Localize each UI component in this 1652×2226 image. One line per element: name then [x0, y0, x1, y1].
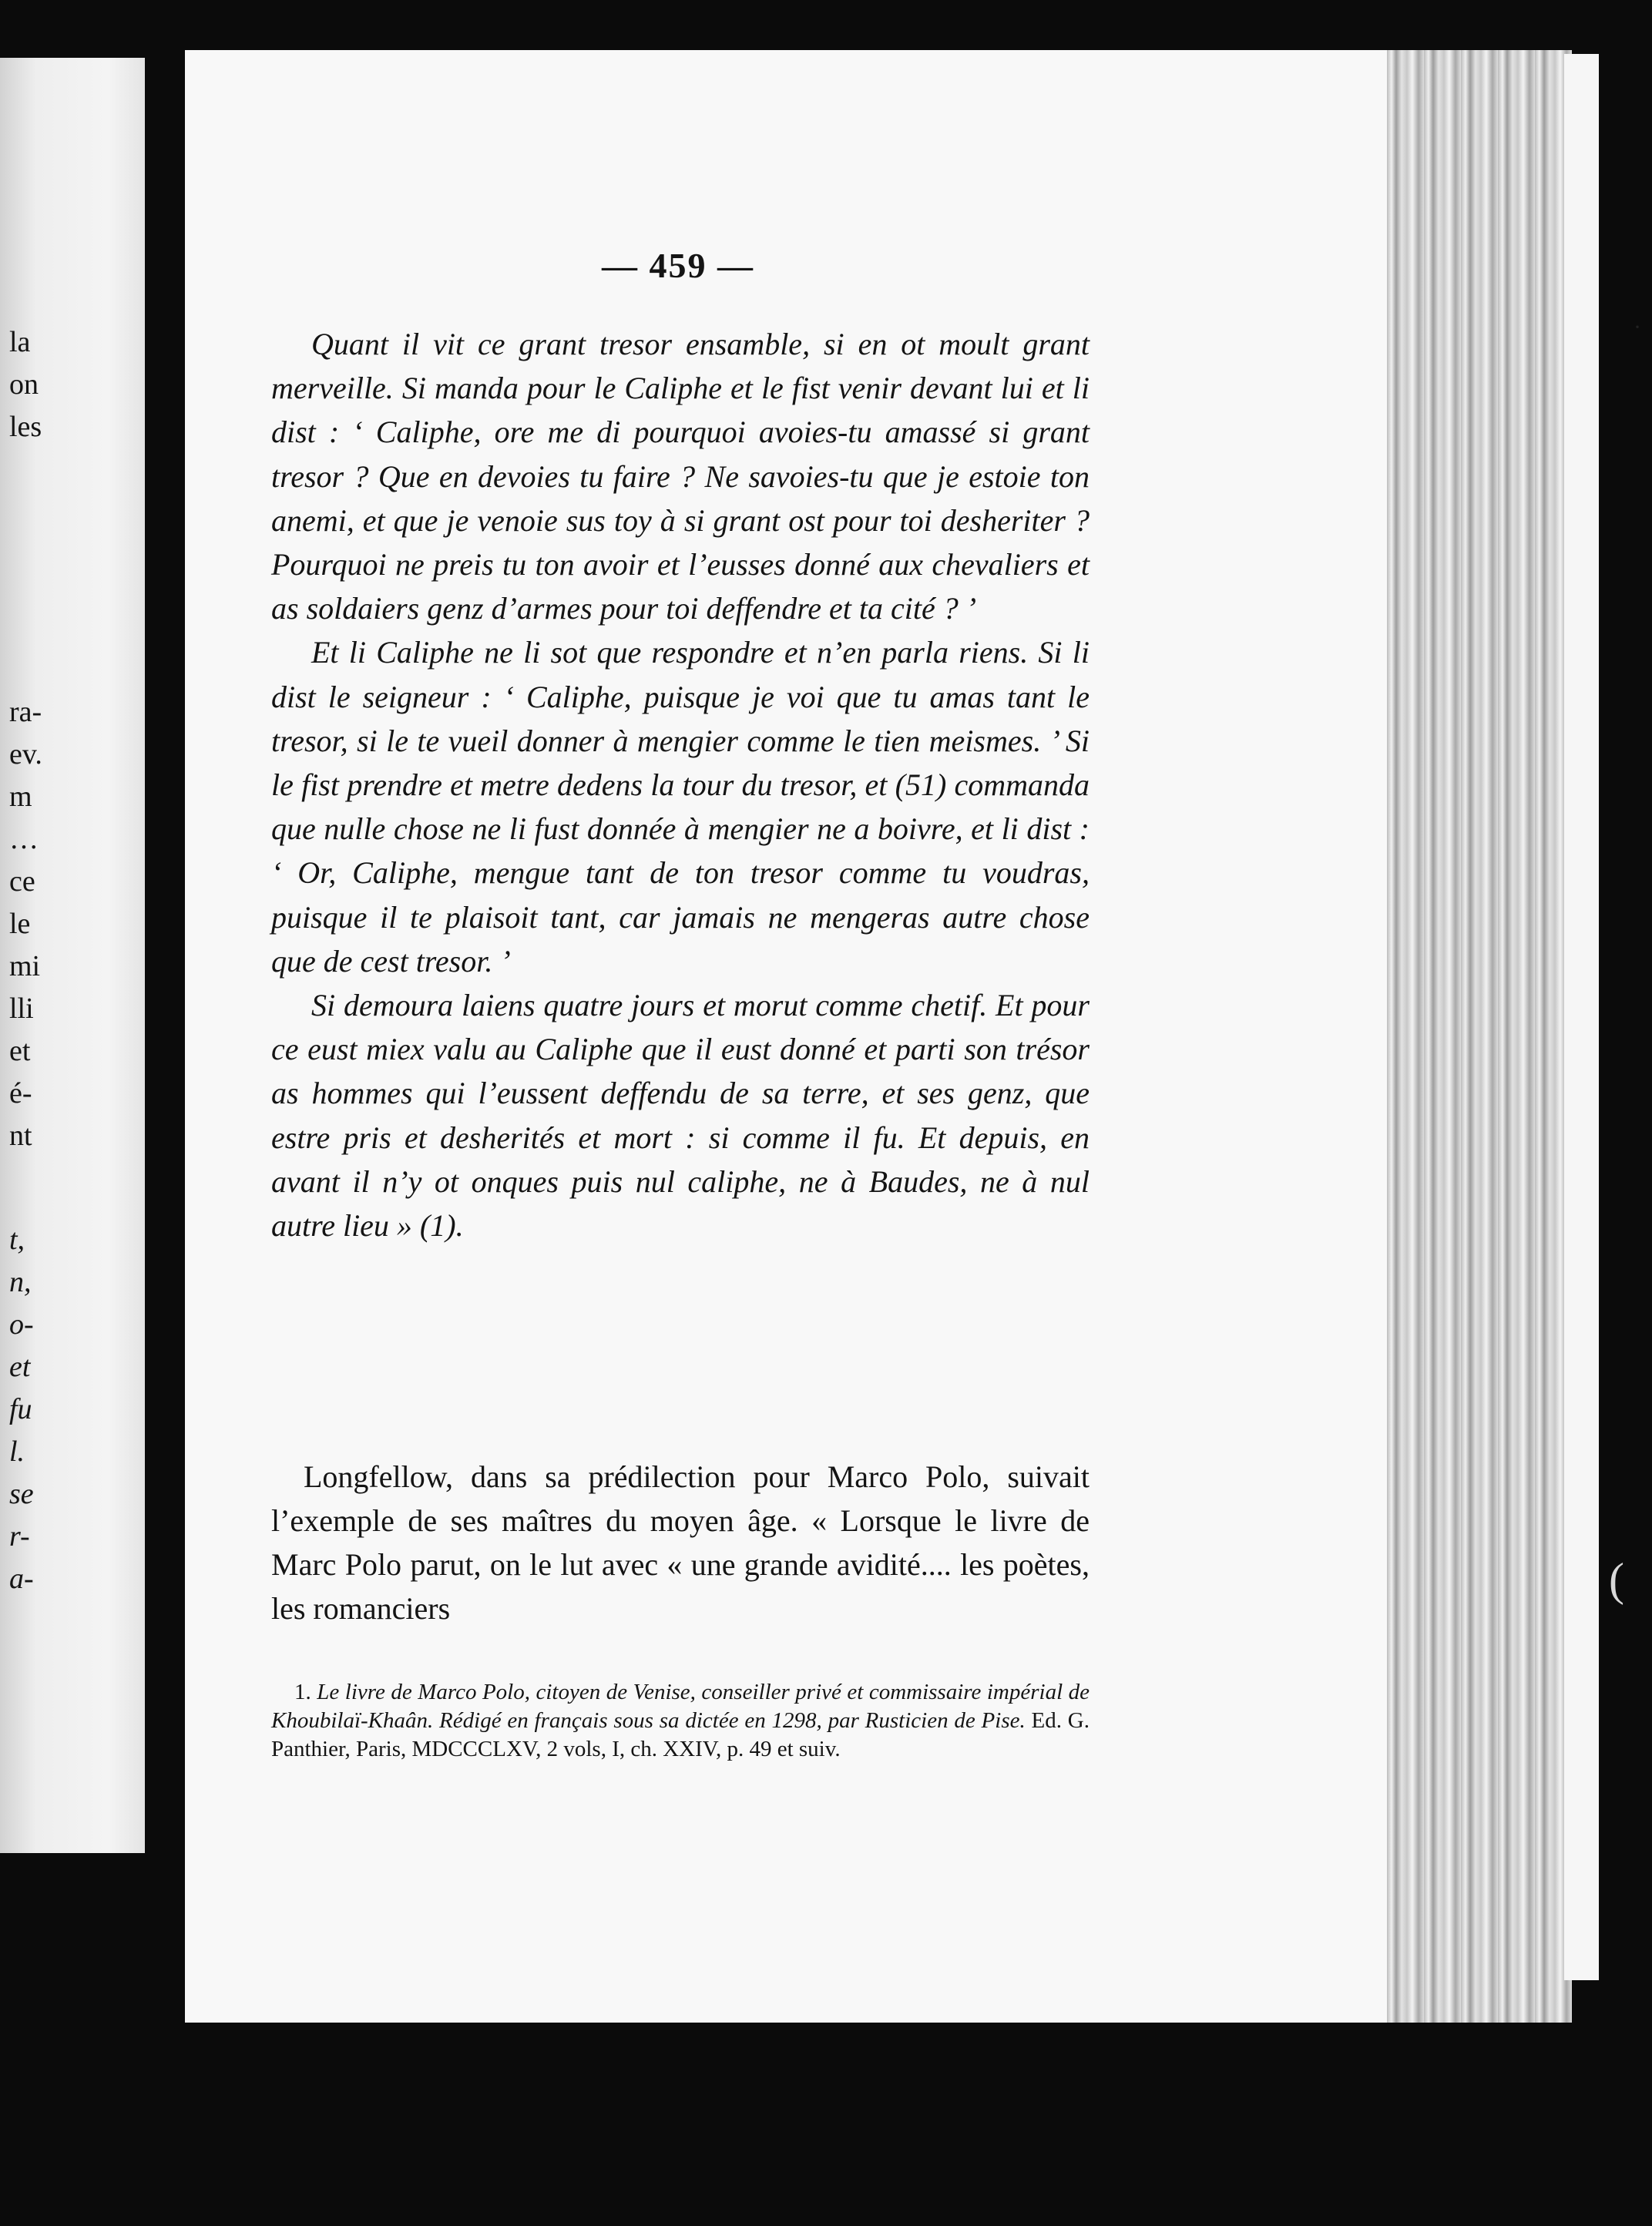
footnote-marker: 1. [294, 1680, 311, 1704]
left-page-fragment: on [9, 368, 39, 401]
previous-page-edge [0, 58, 145, 1853]
left-page-fragment: ev. [9, 738, 42, 771]
left-page-fragment: ce [9, 865, 35, 898]
left-page-fragment: n, [9, 1266, 32, 1298]
footnote-text [271, 1678, 1090, 1764]
page-edge-white [1564, 54, 1599, 1980]
left-page-fragment: se [9, 1478, 34, 1510]
left-page-fragment: … [9, 823, 39, 855]
left-page-fragment: t, [9, 1224, 25, 1256]
left-page-fragment: r- [9, 1520, 30, 1553]
page-edge-stripes [1387, 50, 1572, 2023]
left-page-fragment: et [9, 1351, 31, 1383]
left-page-fragment: a- [9, 1563, 34, 1595]
footnote-rest: Ed. G. Panthier, Paris, MDCCCLXV, 2 vols, I, ch. XXIV, p. 49 et suiv. [271, 1708, 1090, 1761]
page-number: — 459 — [602, 246, 754, 285]
left-page-fragment: fu [9, 1393, 32, 1425]
left-page-fragment: et [9, 1035, 31, 1067]
left-page-fragment: les [9, 411, 42, 443]
left-page-fragment: nt [9, 1120, 32, 1152]
footnote-title: Le livre de Marco Polo, citoyen de Venise, conseiller privé et commissaire impérial de Khoubilaï-Khaân. Rédigé en français sous sa dictée en 1298, par Rusticien de Pise. [271, 1680, 1090, 1733]
body-text [271, 1455, 1090, 1630]
left-page-fragment: mi [9, 950, 41, 982]
left-page-fragment: o- [9, 1308, 34, 1341]
quote-paragraph-3: Si demoura laiens quatre jours et morut comme chetif. Et pour ce eust miex valu au Caliphe que il eust donné et parti son trésor as hommes qui l’eussent deffendu de sa terre, et ses genz, que estre pris et desherités et mort : si comme il fu. Et depuis, en avant il n’y ot onques puis nul caliphe, ne à Baudes, ne à nul autre lieu » (1). [271, 988, 1090, 1244]
left-page-fragment: m [9, 781, 32, 813]
quoted-passage [271, 322, 1090, 1247]
left-page-fragment: la [9, 326, 31, 358]
left-page-fragment: l. [9, 1435, 25, 1468]
scan-speck: · [1634, 314, 1641, 340]
left-page-fragment: é- [9, 1077, 32, 1110]
left-page-fragment: ra- [9, 696, 42, 728]
quote-paragraph-2: Et li Caliphe ne li sot que respondre et n’en parla riens. Si li dist le seigneur : ‘ Caliphe, puisque je voi que tu amas tant le tresor, si le te vueil donner à mengier comme le tien meismes. ’ Si le fist prendre et metre dedens la tour du tresor, et (51) commanda que nulle chose ne li fust donnée à mengier ne a boivre, et li dist : ‘ Or, Caliphe, mengue tant de ton tresor comme tu voudras, puisque il te plaisoit tant, car jamais ne mengeras autre chose que de cest tresor. ’ [271, 635, 1090, 979]
quote-paragraph-1: Quant il vit ce grant tresor ensamble, si en ot moult grant merveille. Si manda pour le Caliphe et le fist venir devant lui et li dist : ‘ Caliphe, ore me di pourquoi avoies-tu amassé si grant tresor ? Que en devoies tu faire ? Ne savoies-tu que je estoie ton anemi, et que je venoie sus toy à si grant ost pour toi desheriter ? Pourquoi ne preis tu ton avoir et l’eusses donné aux chevaliers et as soldaiers genz d’armes pour toi deffendre et ta cité ? ’ [271, 327, 1090, 626]
scan-edge-mark: ( [1609, 1554, 1624, 1605]
footnote [271, 1678, 1090, 1764]
left-page-fragment: le [9, 908, 31, 940]
body-paragraph: Longfellow, dans sa prédilection pour Marco Polo, suivait l’exemple de ses maîtres du moyen âge. « Lorsque le livre de Marc Polo parut, on le lut avec « une grande avidité.... les poètes, les romanciers [271, 1459, 1090, 1626]
left-page-fragment: lli [9, 992, 34, 1025]
